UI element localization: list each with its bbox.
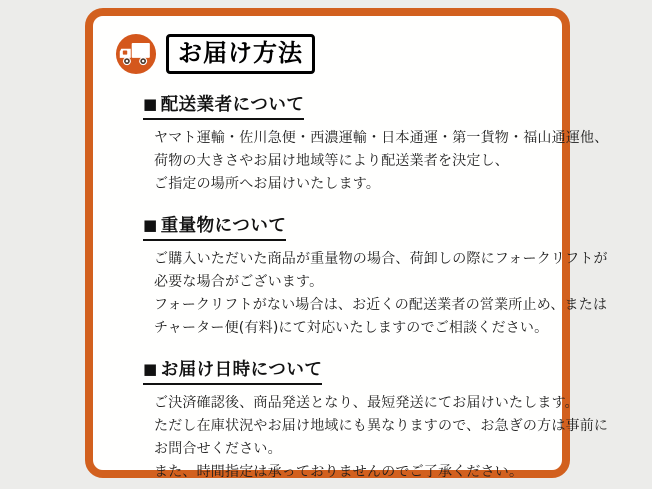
square-bullet-icon: ■ bbox=[143, 95, 158, 113]
panel-header bbox=[115, 33, 544, 75]
section-body bbox=[143, 127, 609, 196]
delivery-info-panel bbox=[85, 8, 609, 480]
section-heading bbox=[143, 91, 304, 120]
section-heading-label: 重量物について bbox=[160, 216, 287, 236]
body-line: チャーター便(有料)にて対応いたしますのでご相談ください。 bbox=[154, 320, 549, 336]
body-line: また、時間指定は承っておりませんのでご了承ください。 bbox=[154, 464, 524, 480]
section-heading-label: 配送業者について bbox=[160, 95, 305, 115]
section-heading-label: お届け日時について bbox=[160, 360, 323, 380]
truck-icon bbox=[115, 33, 157, 75]
page-title: お届け方法 bbox=[166, 34, 315, 74]
section-carriers bbox=[115, 91, 609, 196]
section-heading bbox=[143, 356, 322, 385]
square-bullet-icon: ■ bbox=[143, 216, 158, 234]
body-line: お問合せください。 bbox=[154, 441, 282, 457]
section-body bbox=[143, 392, 609, 484]
section-delivery-schedule bbox=[115, 356, 609, 484]
body-line: フォークリフトがない場合は、お近くの配送業者の営業所止め、または bbox=[154, 297, 608, 313]
body-line: 必要な場合がございます。 bbox=[154, 274, 324, 290]
square-bullet-icon: ■ bbox=[143, 360, 158, 378]
body-line: ご指定の場所へお届けいたします。 bbox=[154, 176, 381, 192]
body-line: ご決済確認後、商品発送となり、最短発送にてお届けいたします。 bbox=[154, 395, 579, 411]
section-heavy-items bbox=[115, 212, 608, 340]
section-body bbox=[143, 248, 608, 340]
body-line: ヤマト運輸・佐川急便・西濃運輸・日本通運・第一貨物・福山通運他、 bbox=[154, 130, 609, 146]
body-line: 荷物の大きさやお届け地域等により配送業者を決定し、 bbox=[154, 153, 509, 169]
section-heading bbox=[143, 212, 286, 241]
body-line: ただし在庫状況やお届け地域にも異なりますので、お急ぎの方は事前に bbox=[154, 418, 609, 434]
body-line: ご購入いただいた商品が重量物の場合、荷卸しの際にフォークリフトが bbox=[154, 251, 608, 267]
